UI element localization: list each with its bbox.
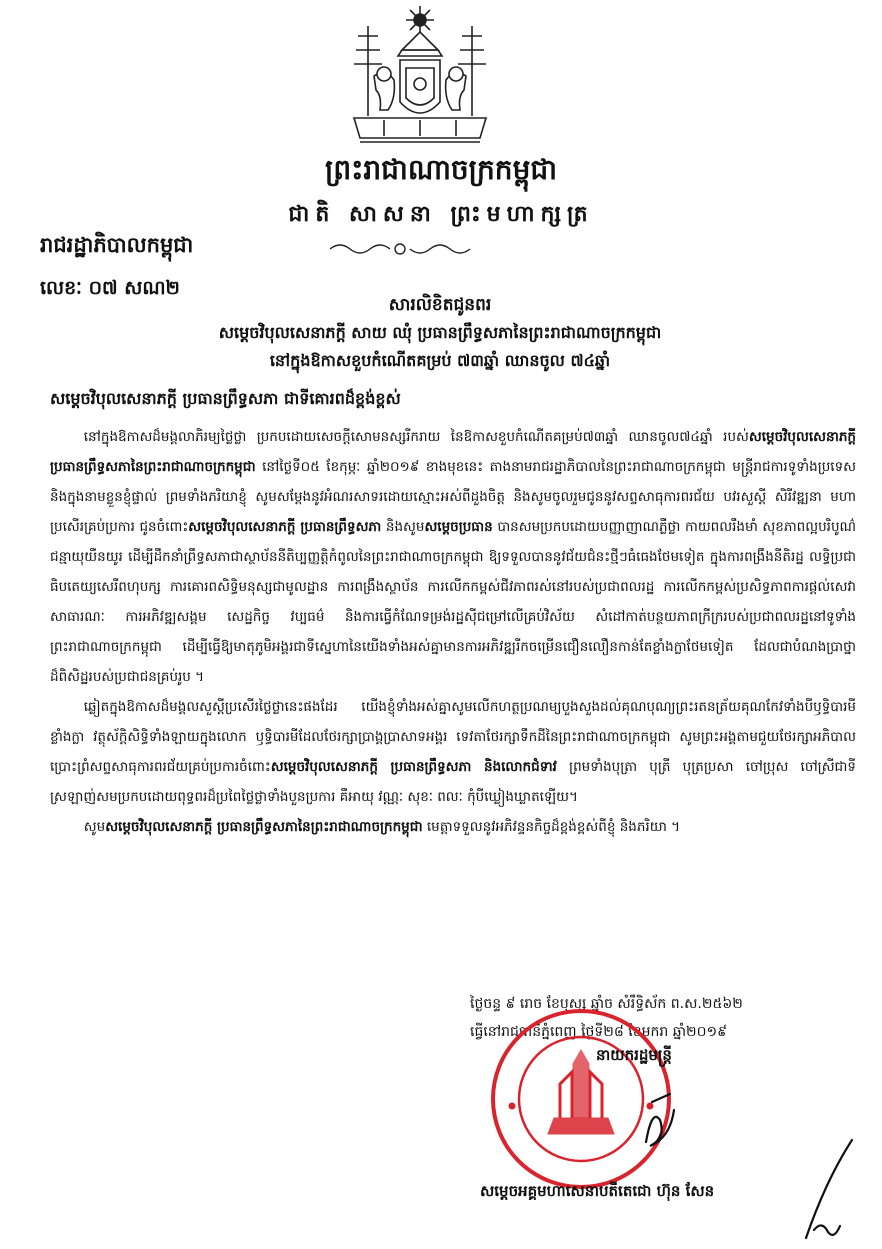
- handwritten-signature: [630, 1080, 870, 1245]
- text-run: ព្រមទាំងបុត្រា បុត្រី បុត្រប្រសា ចៅប្រុស ចៅស្រីជាទីស្រឡាញ់សមប្រកបដោយពុទ្ធពរដ៏ប្រពៃថ្លៃថ្លាទាំងបួនប្រការ គឺអាយុ វណ្ណៈ សុខៈ ពលៈ កុំបីឃ្លៀងឃ្លាតឡើយ។: [50, 759, 856, 805]
- body-paragraph-1: [50, 422, 856, 692]
- signer-name: សម្តេចអគ្គមហាសេនាបតីតេជោ ហ៊ុន សែន: [480, 1182, 715, 1200]
- text-run: នៅថ្ងៃទី០៥ ខែកុម្ភៈ ឆ្នាំ២០១៩ ខាងមុខនេះ តាងនាមរាជរដ្ឋាភិបាលនៃព្រះរាជាណាចក្រកម្ពុជា មន្ត្រីរាជការទូទាំងប្រទេស និងក្នុងនាមខ្លួនខ្ញុំផ្ទាល់ ព្រមទាំងភរិយាខ្ញុំ សូមសម្តែងនូវអំណរសាទរដោយស្មោះអស់ពីដួងចិត្ត និងសូមចូលរួមជូននូវសព្ទសាធុការពរជ័យ បវរសួស្តី សិរីវឌ្ឍនា មហាប្រសើរគ្រប់ប្រការ ជូនចំពោះ: [50, 459, 856, 535]
- text-run-bold: សម្តេចវិបុលសេនាភក្តី ប្រធានព្រឹទ្ធសភានៃព្រះរាជាណាចក្រកម្ពុជា: [105, 819, 423, 835]
- signer-title: នាយករដ្ឋមន្ត្រី: [596, 1046, 672, 1064]
- text-run: នៅក្នុងឱកាសដ៏មង្គលាភិរម្យថ្លៃថ្លា ប្រកបដោយសេចក្តីសោមនស្សរីករាយ នៃឱកាសខួបកំណើតគម្រប់៧៣ឆ្នាំ ឈានចូល៧៤ឆ្នាំ របស់: [83, 429, 749, 445]
- letter-body: [50, 422, 856, 842]
- body-paragraph-3: [50, 812, 856, 842]
- royal-coat-of-arms: [340, 6, 500, 148]
- text-run-bold: សម្តេចប្រធាន: [424, 519, 493, 535]
- letter-title: សារលិខិតជូនពរ: [388, 295, 492, 315]
- text-run: ឆ្លៀតក្នុងឱកាសដ៏មង្គលសួស្តីប្រសើរថ្លៃថ្លានេះផងដែរ យើងខ្ញុំទាំងអស់គ្នាសូមលើកហត្ថប្រណម្យបួងសួងដល់គុណបុណ្យព្រះរតនត្រ័យគុណកែវទាំងបីឫទ្ធិបារមីខ្លាំងក្លា វត្ថុស័ក្តិសិទ្ធិទាំងឡាយក្នុងលោក ឫទ្ធិបារមីដែលថែរក្សាប្រាង្គប្រាសាទអង្គរ ទេវតាថែរក្សាទឹកដីនៃព្រះរាជាណាចក្រកម្ពុជា សូមព្រះអង្គតាមជួយថែរក្សាអភិបាលប្រោះព្រំសព្ទសាធុការពរជ័យគ្រប់ប្រការចំពោះ: [50, 699, 856, 775]
- text-run-bold: សម្តេចវិបុលសេនាភក្តី ប្រធានព្រឹទ្ធសភានៃព្រះរាជាណាចក្រកម្ពុជា: [50, 429, 856, 475]
- kingdom-name: ព្រះរាជាណាចក្រកម្ពុជា: [324, 153, 557, 186]
- lunar-date: ថ្ងៃចន្ទ ៩ រោច ខែបុស្ស ឆ្នាំច សំរឹទ្ធិស័ក ព.ស.២៥៦២: [470, 996, 743, 1012]
- text-run-bold: សម្តេចវិបុលសេនាភក្តី ប្រធានព្រឹទ្ធសភា និងលោកជំទាវ: [270, 759, 557, 775]
- divider-ornament: [300, 236, 500, 262]
- national-motto: ជាតិ សាសនា ព្រះមហាក្សត្រ: [288, 202, 594, 227]
- place-and-date: ធ្វើនៅរាជធានីភ្នំពេញ ថ្ងៃទី២៨ ខែមករា ឆ្នាំ២០១៩: [470, 1024, 728, 1040]
- text-run: មេត្តាទទួលនូវអភិវន្ទនកិច្ចដ៏ខ្ពង់ខ្ពស់ពីខ្ញុំ និងភរិយា ។: [422, 819, 681, 835]
- body-paragraph-2: [50, 692, 856, 812]
- letter-subtitle-recipient: សម្តេចវិបុលសេនាភក្តី សាយ ឈុំ ប្រធានព្រឹទ្ធសភានៃព្រះរាជាណាចក្រកម្ពុជា: [218, 323, 662, 342]
- issuing-government: រាជរដ្ឋាភិបាលកម្ពុជា: [40, 233, 194, 257]
- reference-number: លេខៈ ០៧ សណ២: [40, 277, 180, 299]
- text-run: សូម: [83, 819, 106, 835]
- text-run: និងសូម: [381, 519, 425, 535]
- salutation: សម្តេចវិបុលសេនាភក្តី ប្រធានព្រឹទ្ធសភា ជាទីគោរពដ៏ខ្ពង់ខ្ពស់: [50, 389, 401, 408]
- text-run-bold: សម្តេចវិបុលសេនាភក្តី ប្រធានព្រឹទ្ធសភា: [188, 519, 382, 535]
- letter-subtitle-occasion: នៅក្នុងឱកាសខួបកំណើតគម្រប់ ៧៣ឆ្នាំ ឈានចូល ៧៤ឆ្នាំ: [269, 351, 611, 370]
- text-run: បានសមប្រកបដោយបញ្ញាញាណភ្លឺថ្លា កាយពលរឹងមាំ សុខភាពល្អបរិបូណ៌ ជន្មាយុយឺនយូរ ដើម្បីដឹកនាំព្រឹទ្ធសភាជាស្ថាប័ននីតិប្បញ្ញត្តិកំពូលនៃព្រះរាជាណាចក្រកម្ពុជា ឱ្យទទួលបាននូវជ័យជំនះថ្មីៗធំធេងថែមទៀត ក្នុងការពង្រឹងនីតិរដ្ឋ លទ្ធិប្រជាធិបតេយ្យសេរីពហុបក្ស ការគោរពសិទ្ធិមនុស្សជាមូលដ្ឋាន ការពង្រឹងស្ថាប័ន ការលើកកម្ពស់ជីវភាពរស់នៅរបស់ប្រជាពលរដ្ឋ ការលើកកម្ពស់ប្រសិទ្ធភាពការផ្តល់សេវាសាធារណៈ ការអភិវឌ្ឍសង្គម សេដ្ឋកិច្ច វប្បធម៌ និងការធ្វើកំណែទម្រង់រដ្ឋស៊ីជម្រៅលើគ្រប់វិស័យ សំដៅកាត់បន្ថយភាពក្រីក្ររបស់ប្រជាពលរដ្ឋនៅទូទាំងព្រះរាជាណាចក្រកម្ពុជា ដើម្បីធ្វើឱ្យមាតុភូមិអង្គរជាទីស្នេហានៃយើងទាំងអស់គ្នាមានការអភិវឌ្ឍរីកចម្រើនជឿនលឿនកាន់តែខ្លាំងក្លាថែមទៀត ដែលជាបំណងប្រាថ្នាដ៏ពិសិដ្ឋរបស់ប្រជាជនគ្រប់រូប ។: [50, 519, 856, 685]
